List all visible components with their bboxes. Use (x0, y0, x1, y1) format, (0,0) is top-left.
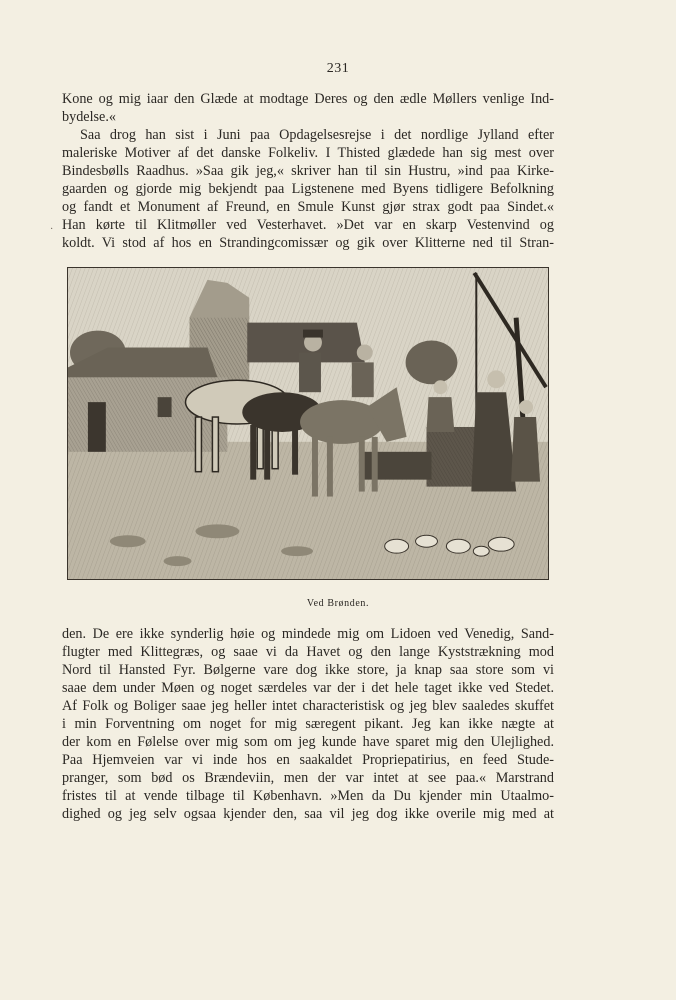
text-line: pranger, som bød os Brændeviin, men der var intet at see paa.« Marstrand (62, 770, 554, 786)
figure-caption: Ved Brønden. (306, 598, 370, 609)
house-door (88, 402, 106, 452)
text-line: flugter med Klittegræs, og saae vi da Havet og den lange Kyststrækning mod (62, 644, 554, 660)
house-window (158, 397, 172, 417)
text-line: Nord til Hansted Fyr. Bølgerne vare dog ikke store, ja knap saa store som vi (62, 662, 554, 678)
text-line: bydelse.« (62, 109, 116, 125)
text-line: der kom en Følelse over mig som om jeg kunde have sparet mig den Ulejlighed. (62, 734, 554, 750)
tree-right (406, 341, 458, 385)
text-line: og fandt et Monument af Freund, en Smule Kunst gjør strax godt paa Sindet.« (62, 199, 554, 215)
text-line: Af Folk og Boliger saae jeg heller intet characteristisk og jeg blev saaledes skuffet (62, 698, 554, 714)
top-text-block (62, 90, 554, 252)
illustration-well-scene (67, 267, 549, 580)
text-line: i min Forventning om noget for mig særegent pikant. Jeg kan ikke nægte at (62, 716, 554, 732)
text-line: den. De ere ikke synderlig høie og mindede mig om Lidoen ved Venedig, Sand- (62, 626, 554, 642)
margin-mark: · (50, 224, 54, 235)
text-line: koldt. Vi stod af hos en Strandingcomissær og gik over Klitterne ned til Stran- (62, 235, 554, 251)
page-number: 231 (326, 61, 350, 76)
text-line: Paa Hjemveien var vi inde hos en saakaldet Propriepatirius, en feed Stude- (62, 752, 554, 768)
text-line: Bindesbølls Raadhus. »Saa gik jeg,« skriver han til sin Hustru, »ind paa Kirke- (62, 163, 554, 179)
text-line: Kone og mig iaar den Glæde at modtage Deres og den ædle Møllers venlige Ind- (62, 91, 554, 107)
text-line: fristes til at vende tilbage til København. »Men da Du kjender min Utaalmo- (62, 788, 554, 804)
text-line: Han kørte til Klitmøller ved Vesterhavet. »Det var en skarp Vestenvind og (62, 217, 554, 233)
text-line: gaarden og gjorde mig bekjendt paa Ligstenene med Byens tidligere Befolkning (62, 181, 554, 197)
text-line: maleriske Motiver af det danske Folkeliv. I Thisted glædede han sig mest over (62, 145, 554, 161)
bottom-text-block (62, 625, 554, 823)
text-line: Saa drog han sist i Juni paa Opdagelsesrejse i det nordlige Jylland efter (80, 127, 554, 143)
engraving-picture (68, 268, 548, 579)
text-line: dighed og jeg selv ogsaa kjender den, saa vil jeg dog ikke overile mig med at (62, 806, 554, 822)
text-line: saae dem under Møen og noget særdeles var der i det hele taget ikke ved Stedet. (62, 680, 554, 696)
